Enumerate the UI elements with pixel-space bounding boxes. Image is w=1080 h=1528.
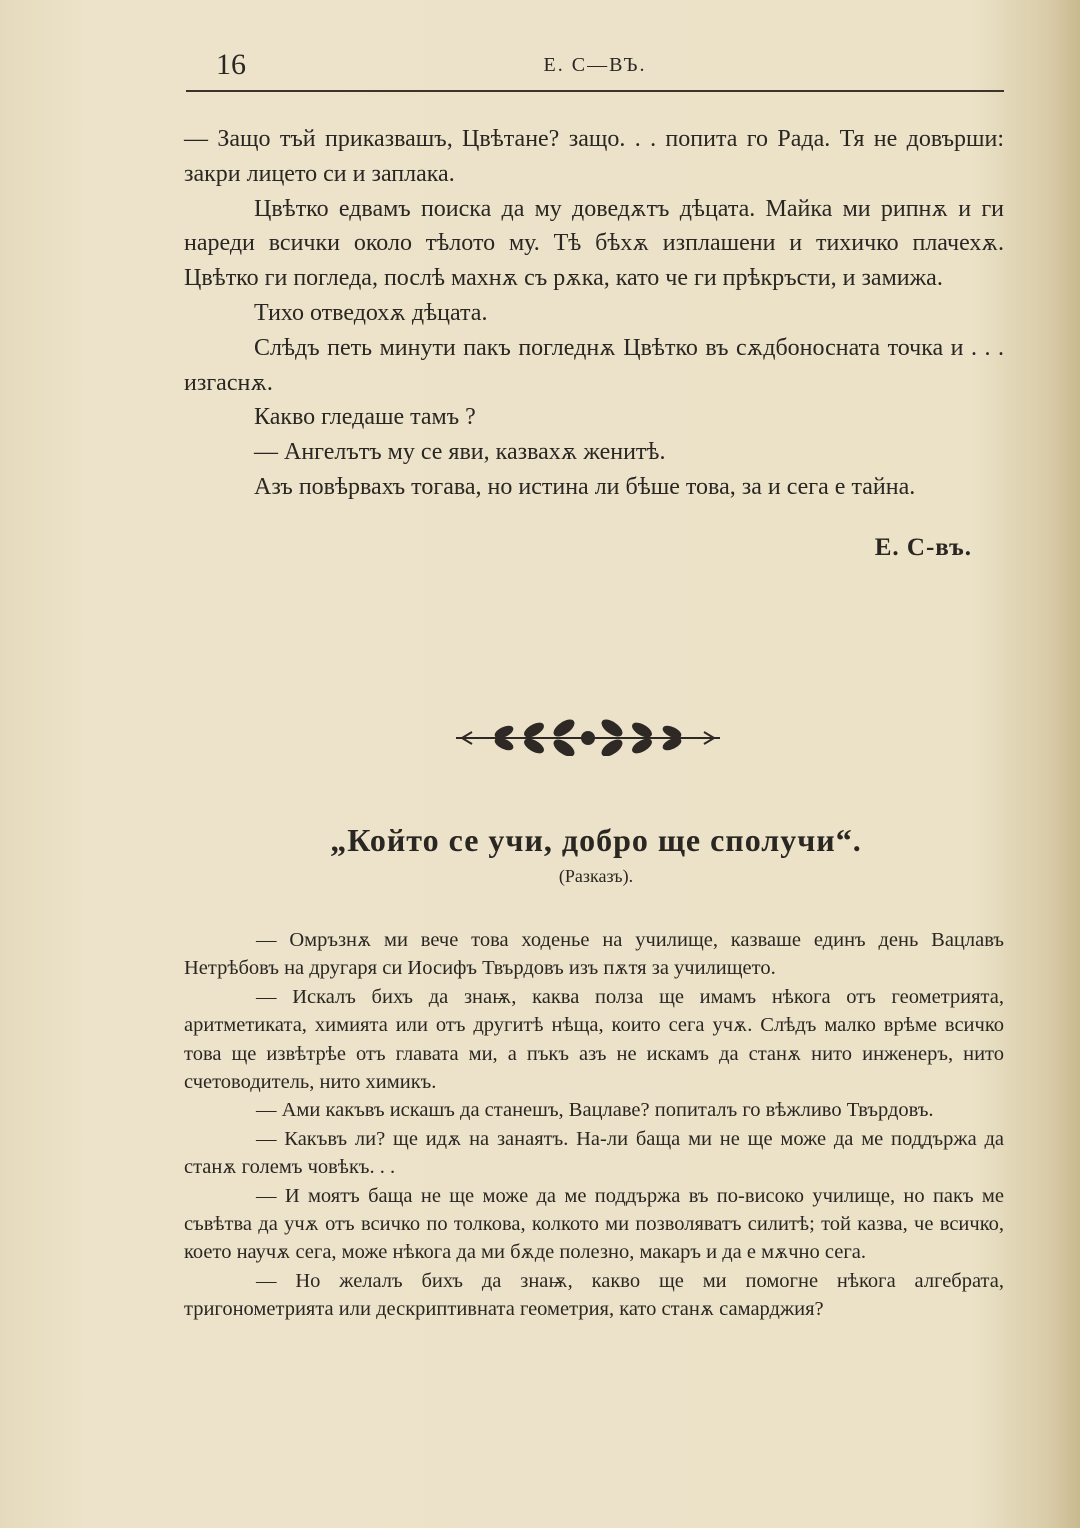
paragraph: Тихо отведохѫ дѣцата. [254,299,488,326]
paragraph: — Ами какъвъ искашъ да станешъ, Вацлаве? попиталъ го вѣжливо Твърдовъ. [256,1099,934,1122]
running-head: Е. С—ВЪ. [543,54,647,76]
paragraph: — И моятъ баща не ще може да ме поддържа въ по-високо училище, но пакъ ме съвѣтва да учѫ отъ всичко по толкова, колкото ми позволяватъ силитѣ; той казва, че всичко, което научѫ сега, може нѣкога да ми бѫде полезно, макаръ и да е мѫчно сега. [184,1184,1004,1264]
story-body [184,926,1004,1324]
paragraph: — Омръзнѫ ми вече това ходенье на училище, казваше единъ день Вацлавъ Нетрѣбовъ на другаря си Иосифъ Твърдовъ изъ пѫтя за училището. [184,929,1004,980]
paragraph: — Но желалъ бихъ да знаѭ, какво ще ми помогне нѣкога алгебрата, тригонометрията или дескриптивната геометрия, като станѫ самарджия? [184,1269,1004,1321]
paragraph: Цвѣтко едвамъ поиска да му доведѫтъ дѣцата. Майка ми рипнѫ и ги нареди всички около тѣлото му. Тѣ бѣхѫ изплашени и тихичко плачехѫ. Цвѣтко ги погледа, послѣ махнѫ съ рѫка, като че ги прѣкръсти, и замижа. [184,195,1004,292]
paragraph: Слѣдъ петь минути пакъ погледнѫ Цвѣтко въ сѫдбоносната точка и . . . изгаснѫ. [184,334,1004,396]
paragraph: Какво гледаше тамъ ? [254,404,476,431]
paragraph: — Ангелътъ му се яви, казвахѫ женитѣ. [254,439,666,466]
author-signature: Е. С-въ. [874,533,972,561]
paragraph: — Какъвъ ли? ще идѫ на занаятъ. На-ли баща ми не ще може да ме поддържа да станѫ големъ човѣкъ. . . [184,1127,1004,1179]
floral-divider-icon [452,716,724,756]
paragraph: — Защо тъй приказвашъ, Цвѣтане? защо. . . попита го Рада. Тя не довърши: закри лицето си и заплака. [184,126,1004,187]
paragraph: Азъ повѣрвахъ тогава, но истина ли бѣше това, за и сега е тайна. [254,473,916,500]
paragraph: — Искалъ бихъ да знаѭ, каква полза ще имамъ нѣкога отъ геометрията, аритметиката, химията или отъ другитѣ нѣща, които сега учѫ. Слѣдъ малко врѣме всичко това ще извѣтрѣе отъ главата ми, а пъкъ азъ не искамъ да станѫ нито инженеръ, нито счетоводитель, нито химикъ. [184,985,1004,1094]
page-header [186,44,1004,92]
story-title: „Който се учи, добро ще сполучи“. [330,822,862,858]
story-ending [184,122,1004,566]
page-number: 16 [216,48,246,81]
story-subtitle: (Разказъ). [558,866,634,886]
header-rule [186,90,1004,92]
